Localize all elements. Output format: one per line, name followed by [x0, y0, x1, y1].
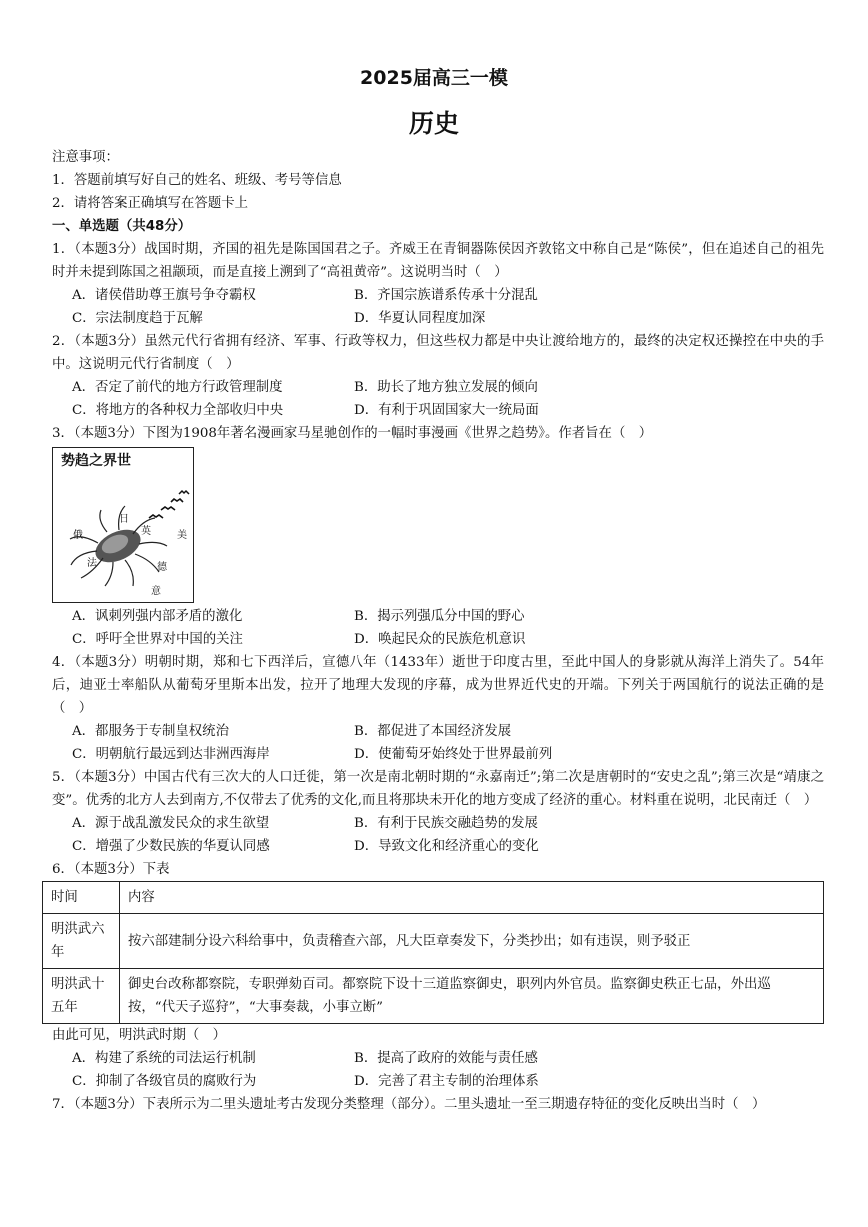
question-1-options	[52, 284, 824, 330]
notice-heading: 注意事项：	[52, 150, 119, 165]
question-4-stem: 4．（本题3分）明朝时期，郑和七下西洋后，宣德八年（1433年）逝世于印度古里，至此中国人的身影就从海洋上消失了。54年后，迪亚士率船队从葡萄牙里斯本出发，拉开了地理大发现的序幕，成为世界近代史的开端。下列关于两国航行的说法正确的是（ ）	[52, 655, 824, 716]
option-c: C．抑制了各级官员的腐败行为	[72, 1074, 257, 1089]
table-header-row	[43, 882, 824, 914]
option-b: B．都促进了本国经济发展	[354, 724, 512, 739]
table-cell-time: 明洪武六年	[43, 914, 120, 969]
option-c: C．明朝航行最远到达非洲西海岸	[72, 747, 270, 762]
question-6-after: 由此可见，明洪武时期（ ）	[52, 1028, 227, 1043]
bat-icon	[171, 499, 183, 502]
option-b: B．揭示列强瓜分中国的野心	[354, 609, 525, 624]
question-4-options	[52, 720, 824, 766]
question-3-options	[52, 605, 824, 651]
option-c: C．增强了少数民族的华夏认同感	[72, 839, 270, 854]
option-c: C．宗法制度趋于瓦解	[72, 311, 203, 326]
bat-icon	[149, 515, 163, 518]
bat-icon	[161, 507, 175, 510]
option-d: D．导致文化和经济重心的变化	[354, 839, 539, 854]
notice-item: 2．请将答案正确填写在答题卡上	[52, 196, 248, 211]
question-3-stem: 3．（本题3分）下图为1908年著名漫画家马星驰创作的一幅时事漫画《世界之趋势》。作者旨在（ ）	[52, 426, 653, 441]
question-6-stem: 6．（本题3分）下表	[52, 862, 170, 877]
option-d: D．华夏认同程度加深	[354, 311, 486, 326]
question-2-options	[52, 376, 824, 422]
option-a: A．否定了前代的地方行政管理制度	[72, 380, 283, 395]
label-britain: 英	[141, 526, 151, 537]
table-row	[43, 969, 824, 1024]
table-header-cell: 内容	[120, 882, 824, 914]
table-cell-time: 明洪武十五年	[43, 969, 120, 1024]
table-cell-content: 按六部建制分设六科给事中，负责稽查六部，凡大臣章奏发下，分类抄出；如有违误，则予驳正	[120, 914, 824, 969]
cartoon-image	[52, 447, 194, 603]
exam-content	[52, 146, 824, 1116]
label-italy: 意	[151, 586, 161, 597]
question-5-stem: 5．（本题3分）中国古代有三次大的人口迁徙，第一次是南北朝时期的“永嘉南迁”;第二次是唐朝时的“安史之乱”;第三次是“靖康之变”。优秀的北方人去到南方,不仅带去了优秀的文化,而且将那块未开化的地方变成了经济的重心。材料重在说明，北民南迁（ ）	[52, 770, 824, 808]
question-6-table	[42, 881, 824, 1024]
option-b: B．齐国宗族谱系传承十分混乱	[354, 288, 538, 303]
option-d: D．有利于巩固国家大一统局面	[354, 403, 539, 418]
notice-item: 1．答题前填写好自己的姓名、班级、考号等信息	[52, 173, 342, 188]
option-c: C．呼吁全世界对中国的关注	[72, 632, 243, 647]
option-d: D．唤起民众的民族危机意识	[354, 632, 526, 647]
option-a: A．源于战乱激发民众的求生欲望	[72, 816, 270, 831]
question-2-stem: 2．（本题3分）虽然元代行省拥有经济、军事、行政等权力，但这些权力都是中央让渡给地方的，最终的决定权还操控在中央的手中。这说明元代行省制度（ ）	[52, 334, 824, 372]
option-b: B．有利于民族交融趋势的发展	[354, 816, 538, 831]
section-heading: 一、单选题（共48分）	[52, 219, 192, 234]
option-a: A．都服务于专制皇权统治	[72, 724, 229, 739]
option-a: A．诸侯借助尊王旗号争夺霸权	[72, 288, 256, 303]
option-b: B．提高了政府的效能与责任感	[354, 1051, 538, 1066]
question-6-options	[52, 1047, 824, 1093]
option-a: A．构建了系统的司法运行机制	[72, 1051, 256, 1066]
subject-title: 历史	[408, 109, 459, 138]
question-5-options	[52, 812, 824, 858]
exam-title: 2025届高三一模	[360, 67, 508, 89]
option-b: B．助长了地方独立发展的倾向	[354, 380, 538, 395]
table-cell-content: 御史台改称都察院，专职弹劾百司。都察院下设十三道监察御史，职列内外官员。监察御史秩正七品，外出巡按，“代天子巡狩”，“大事奏裁，小事立断”	[120, 969, 824, 1024]
label-russia: 俄	[73, 530, 83, 541]
label-germany: 德	[157, 562, 167, 573]
question-1-stem: 1．（本题3分）战国时期，齐国的祖先是陈国国君之子。齐威王在青铜器陈侯因齐敦铭文中称自己是“陈侯”，但在追述自己的祖先时并未提到陈国之祖颛顼，而是直接上溯到了“高祖黄帝”。这说明当时（ ）	[52, 242, 824, 280]
table-header-cell: 时间	[43, 882, 120, 914]
bat-icon	[179, 491, 189, 494]
option-c: C．将地方的各种权力全部收归中央	[72, 403, 284, 418]
label-usa: 美	[177, 530, 187, 541]
cartoon-title: 势趋之界世	[61, 453, 131, 469]
question-7-stem: 7．（本题3分）下表所示为二里头遗址考古发现分类整理（部分）。二里头遗址一至三期遗存特征的变化反映出当时（ ）	[52, 1097, 766, 1112]
option-a: A．讽刺列强内部矛盾的激化	[72, 609, 243, 624]
option-d: D．完善了君主专制的治理体系	[354, 1074, 539, 1089]
label-france: 法	[87, 558, 97, 569]
label-japan: 日	[119, 514, 129, 525]
table-row	[43, 914, 824, 969]
option-d: D．使葡萄牙始终处于世界最前列	[354, 747, 553, 762]
